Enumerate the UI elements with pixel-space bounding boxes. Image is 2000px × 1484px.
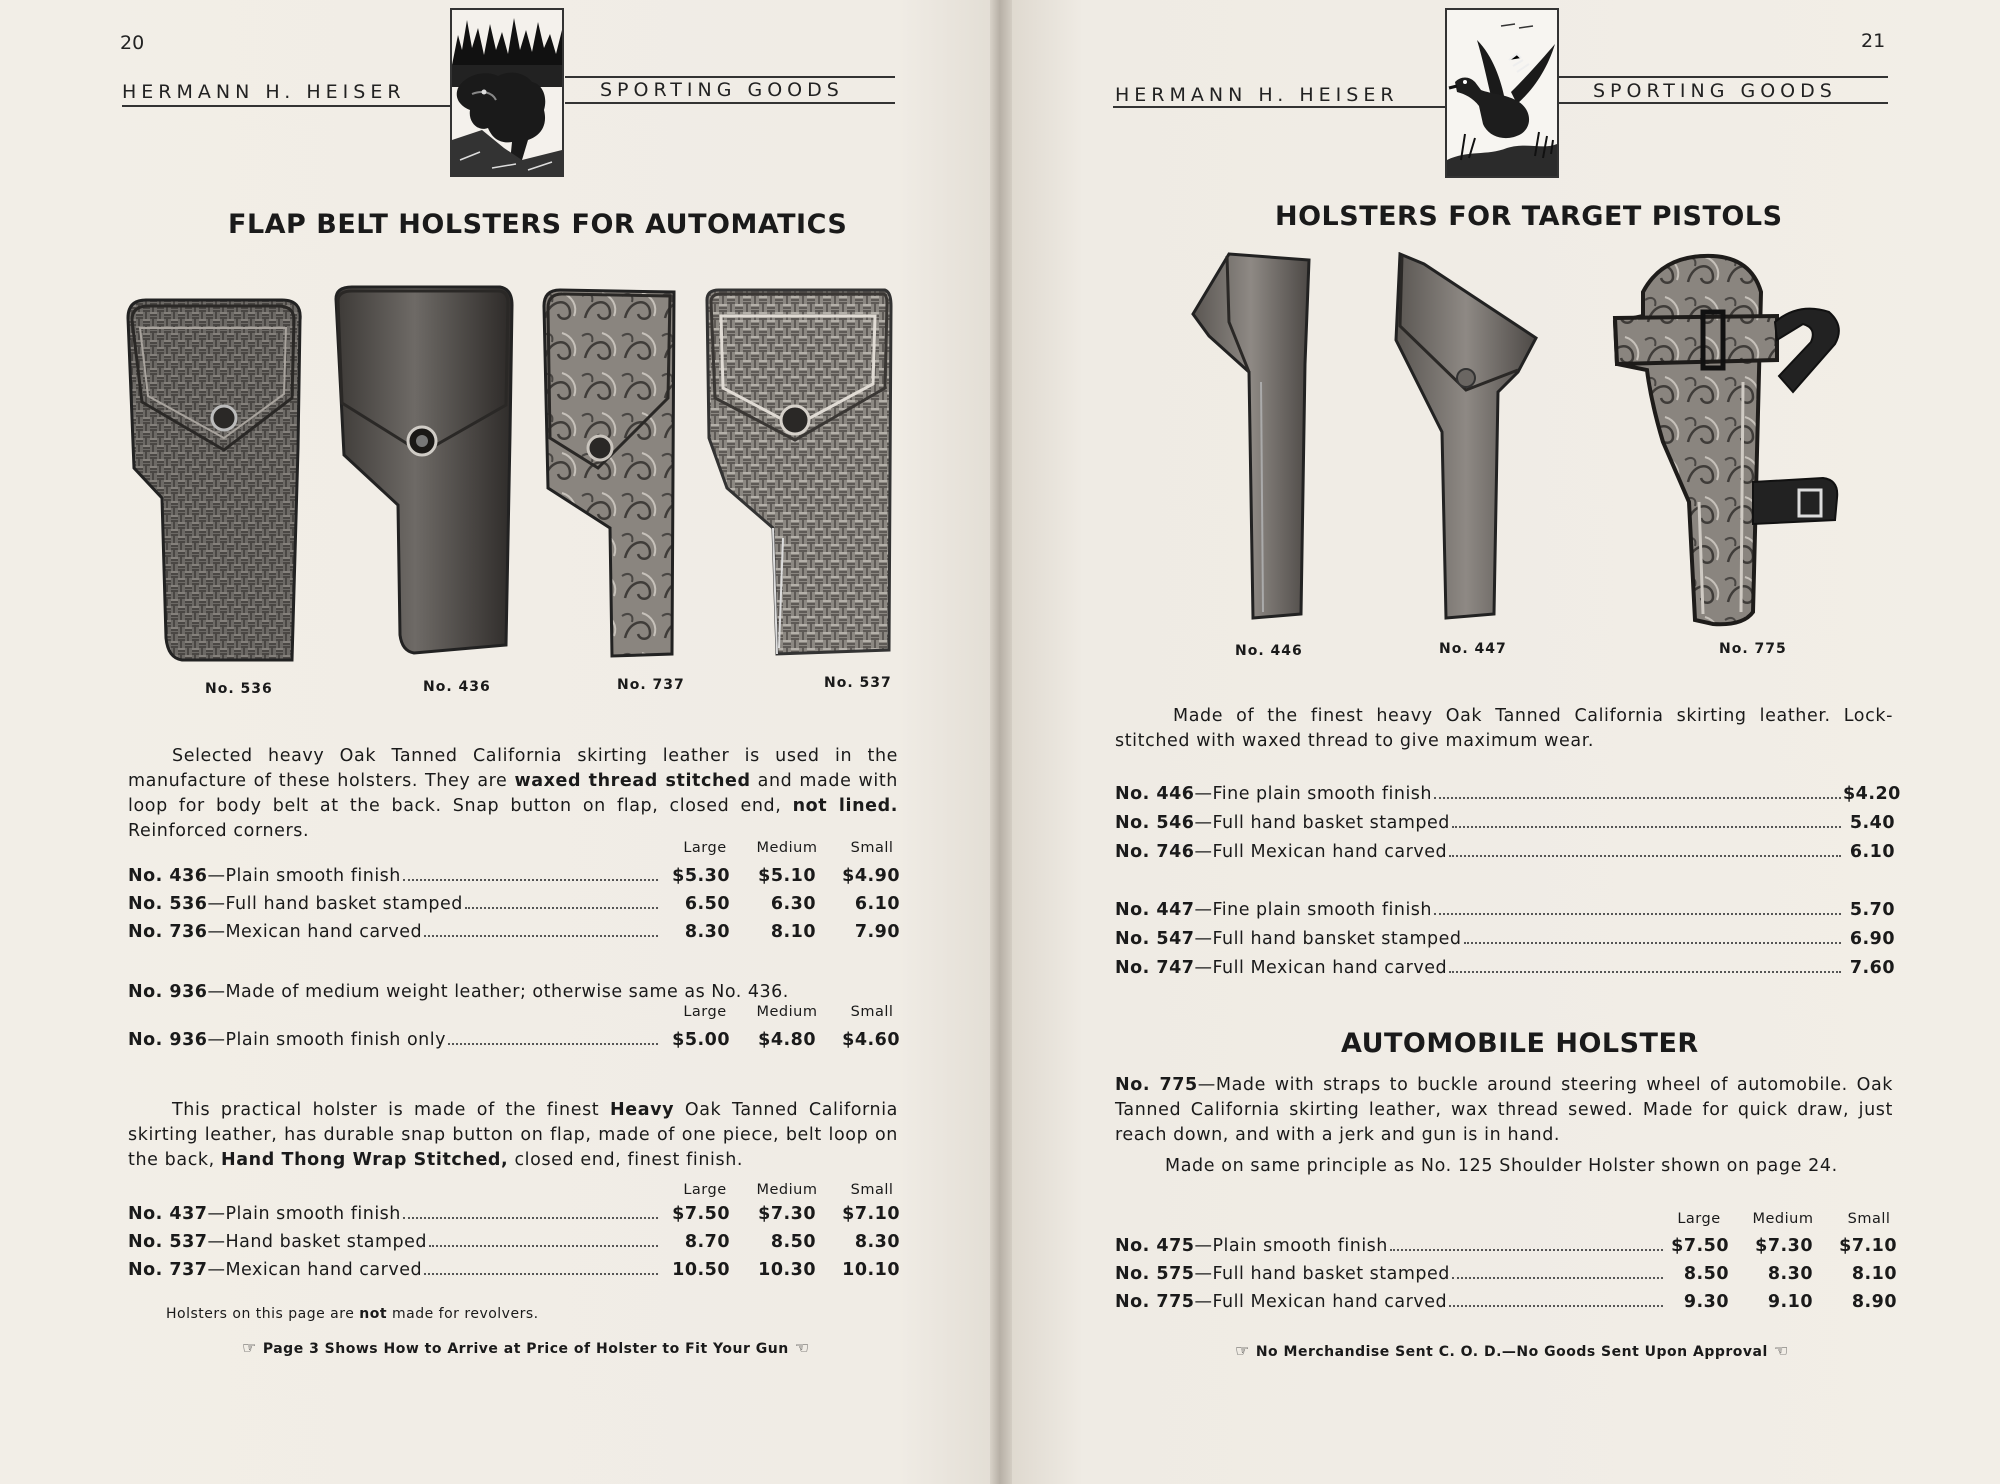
header-company: HERMANN H. HEISER bbox=[122, 81, 406, 103]
bear-emblem-icon bbox=[450, 8, 564, 177]
col-large: Large bbox=[683, 1182, 727, 1198]
table-row: No. 736 —Mexican hand carved 8.30 8.10 7.90 bbox=[128, 922, 900, 942]
price-table bbox=[128, 1204, 900, 1288]
table-row: No. 475 —Plain smooth finish $7.50 $7.30 $7.10 bbox=[1115, 1236, 1897, 1256]
table-row: No. 575 —Full hand basket stamped 8.50 8.30 8.10 bbox=[1115, 1264, 1897, 1284]
pointing-hand-icon: ☜ bbox=[1773, 1341, 1789, 1360]
description-paragraph: No. 775—Made with straps to buckle around steering wheel of automobile. Oak Tanned California skirting leather, wax thread sewed. Made for quick draw, just reach down, and with a jerk and gun is in hand. bbox=[1115, 1075, 1894, 1145]
table-row: No. 437 —Plain smooth finish $7.50 $7.30 $7.10 bbox=[128, 1204, 900, 1224]
table-row: No. 936 —Plain smooth finish only $5.00 $4.80 $4.60 bbox=[128, 1030, 900, 1050]
col-medium: Medium bbox=[756, 1004, 818, 1020]
price-list bbox=[1115, 784, 1901, 871]
header-rule bbox=[565, 76, 895, 78]
col-large: Large bbox=[683, 1004, 727, 1020]
col-large: Large bbox=[1677, 1211, 1721, 1227]
page-footer: ☞ Page 3 Shows How to Arrive at Price of Holster to Fit Your Gun ☜ bbox=[242, 1338, 810, 1357]
list-item: No. 746 —Full Mexican hand carved 6.10 bbox=[1115, 842, 1895, 862]
page-title: FLAP BELT HOLSTERS FOR AUTOMATICS bbox=[228, 209, 848, 240]
holster-436-image bbox=[330, 285, 514, 660]
header-tagline: SPORTING GOODS bbox=[600, 79, 844, 101]
price-table bbox=[128, 866, 900, 950]
pointing-hand-icon: ☞ bbox=[1235, 1341, 1250, 1360]
page-number: 21 bbox=[1861, 30, 1886, 52]
book-spine bbox=[990, 0, 1012, 1484]
section-title: AUTOMOBILE HOLSTER bbox=[1341, 1028, 1699, 1059]
col-medium: Medium bbox=[1752, 1211, 1814, 1227]
col-small: Small bbox=[850, 840, 894, 856]
page-footer: ☞ No Merchandise Sent C. O. D.—No Goods Sent Upon Approval ☜ bbox=[1235, 1341, 1789, 1360]
holster-446-image bbox=[1191, 252, 1317, 622]
duck-emblem-icon bbox=[1445, 8, 1559, 178]
holster-737-image bbox=[540, 288, 678, 660]
description-paragraph: Made of the finest heavy Oak Tanned California skirting leather. Lock-stitched with waxed thread to give maximum wear. bbox=[1115, 706, 1893, 751]
price-table bbox=[128, 1030, 900, 1058]
price-list bbox=[1115, 900, 1895, 987]
caption-536: No. 536 bbox=[205, 681, 273, 697]
holster-447-image bbox=[1390, 252, 1540, 622]
col-small: Small bbox=[850, 1182, 894, 1198]
holster-775-image bbox=[1603, 252, 1843, 630]
shoulder-holster-note: Made on same principle as No. 125 Shoulder Holster shown on page 24. bbox=[1165, 1156, 1838, 1176]
page-title: HOLSTERS FOR TARGET PISTOLS bbox=[1275, 201, 1783, 232]
header-tagline: SPORTING GOODS bbox=[1593, 80, 1837, 102]
list-item: No. 547 —Full hand bansket stamped 6.90 bbox=[1115, 929, 1895, 949]
list-item: No. 546 —Full hand basket stamped 5.40 bbox=[1115, 813, 1895, 833]
holster-537-image bbox=[703, 288, 893, 658]
col-large: Large bbox=[683, 840, 727, 856]
list-item: No. 447 —Fine plain smooth finish 5.70 bbox=[1115, 900, 1895, 920]
header-rule bbox=[565, 102, 895, 104]
pointing-hand-icon: ☞ bbox=[242, 1338, 257, 1357]
table-row: No. 436 —Plain smooth finish $5.30 $5.10 $4.90 bbox=[128, 866, 900, 886]
table-row: No. 537 —Hand basket stamped 8.70 8.50 8.30 bbox=[128, 1232, 900, 1252]
price-table bbox=[1115, 1236, 1897, 1320]
col-medium: Medium bbox=[756, 840, 818, 856]
holster-536-image bbox=[122, 298, 302, 668]
revolver-note: Holsters on this page are not made for revolvers. bbox=[166, 1306, 539, 1322]
table-row: No. 536 —Full hand basket stamped 6.50 6.30 6.10 bbox=[128, 894, 900, 914]
description-paragraph: This practical holster is made of the finest Heavy Oak Tanned California skirting leather, has durable snap button on flap, made of one piece, belt loop on the back, Hand Thong Wrap Stitched, closed end, finest finish. bbox=[128, 1100, 898, 1170]
list-item: No. 747 —Full Mexican hand carved 7.60 bbox=[1115, 958, 1895, 978]
right-page bbox=[1003, 0, 2000, 1484]
table-row: No. 737 —Mexican hand carved 10.50 10.30 10.10 bbox=[128, 1260, 900, 1280]
col-medium: Medium bbox=[756, 1182, 818, 1198]
caption-537: No. 537 bbox=[824, 675, 892, 691]
header-company: HERMANN H. HEISER bbox=[1115, 84, 1399, 106]
header-rule bbox=[1113, 106, 1445, 108]
pointing-hand-icon: ☜ bbox=[794, 1338, 810, 1357]
caption-737: No. 737 bbox=[617, 677, 685, 693]
table-row: No. 775 —Full Mexican hand carved 9.30 9.10 8.90 bbox=[1115, 1292, 1897, 1312]
caption-447: No. 447 bbox=[1439, 641, 1507, 657]
col-small: Small bbox=[1847, 1211, 1891, 1227]
header-rule bbox=[1556, 76, 1888, 78]
no-936-description: No. 936 —Made of medium weight leather; otherwise same as No. 436. bbox=[128, 982, 789, 1002]
description-paragraph: Selected heavy Oak Tanned California skirting leather is used in the manufacture of these holsters. They are waxed thread stitched and made with loop for body belt at the back. Snap button on flap, closed end, not lined. Reinforced corners. bbox=[128, 746, 898, 841]
list-item: No. 446 —Fine plain smooth finish $4.20 bbox=[1115, 784, 1901, 804]
caption-775: No. 775 bbox=[1719, 641, 1787, 657]
header-rule bbox=[122, 105, 450, 107]
col-small: Small bbox=[850, 1004, 894, 1020]
left-page bbox=[0, 0, 998, 1484]
caption-446: No. 446 bbox=[1235, 643, 1303, 659]
page-number: 20 bbox=[120, 32, 145, 54]
header-rule bbox=[1556, 102, 1888, 104]
caption-436: No. 436 bbox=[423, 679, 491, 695]
